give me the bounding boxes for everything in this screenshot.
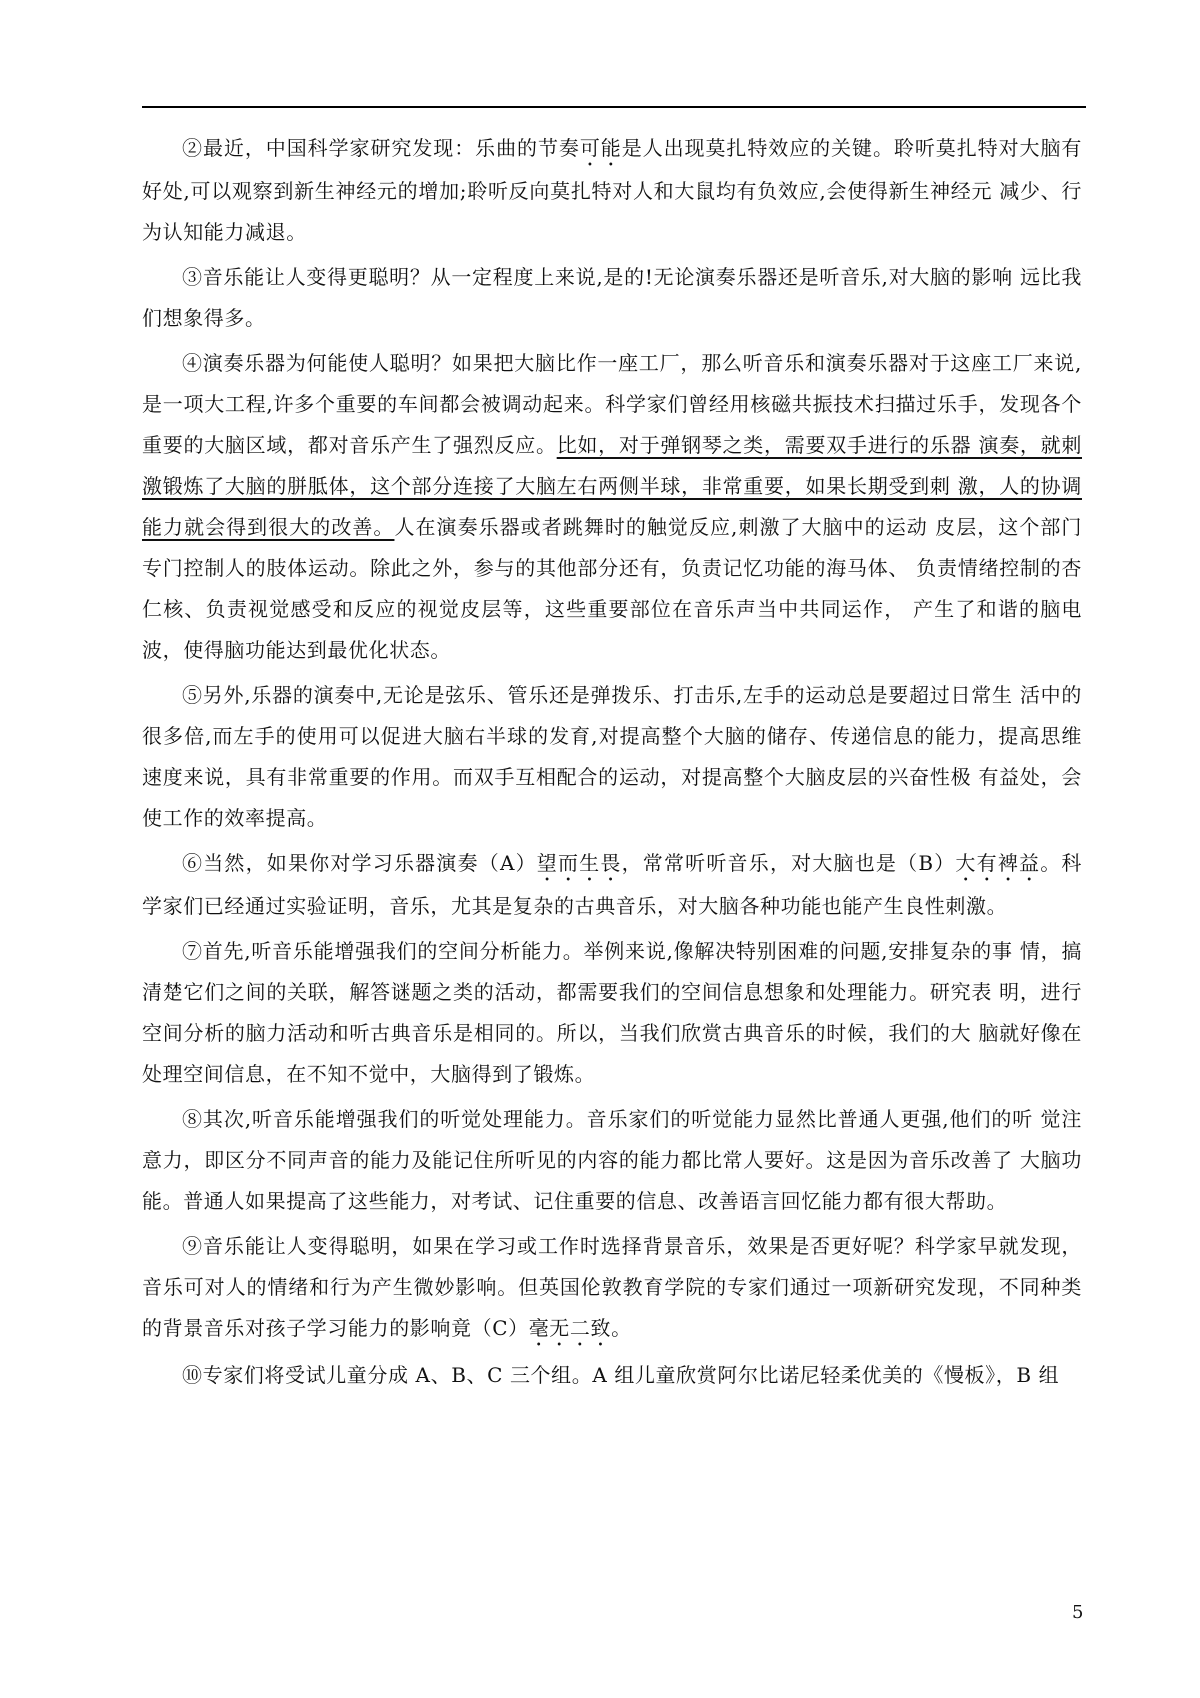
text-run: ⑥当然，如果你对学习乐器演奏（A） [182, 851, 537, 875]
text-run: ，常常听听音乐，对大脑也是（B） [621, 851, 956, 875]
text-run: ④演奏乐器为何能使人聪明？如果把大脑比作一座工厂，那么听音乐和演奏乐器对于这座工厂来说,是一项大工程,许多个重要的车间都会被调动起来。科学家们曾经用核磁共振技术扫描过乐手，发现各个重要的大脑区域，都对音乐产生了强烈反应。 [142, 351, 1082, 457]
paragraph [142, 257, 1082, 339]
emphasis-dotted-text: 望而生畏 [536, 851, 622, 875]
text-run: ⑨音乐能让人变得聪明，如果在学习或工作时选择背景音乐，效果是否更好呢？科学家早就发现，音乐可对人的情绪和行为产生微妙影响。但英国伦敦教育学院的专家们通过一项新研究发现，不同种类的背景音乐对孩子学习能力的影响竟（C） [142, 1234, 1082, 1340]
page-number: 5 [1072, 1602, 1084, 1623]
text-run: ③音乐能让人变得更聪明？从一定程度上来说,是的!无论演奏乐器还是听音乐,对大脑的影响 远比我们想象得多。 [142, 265, 1082, 330]
text-run: ②最近，中国科学家研究发现：乐曲的节奏 [182, 136, 580, 160]
paragraph [142, 843, 1089, 927]
paragraph [142, 1355, 1082, 1396]
text-run: 人在演奏乐器或者跳舞时的触觉反应,刺激了大脑中的运动 皮层，这个部门专门控制人的肢体运动。除此之外，参与的其他部分还有，负责记忆功能的海马体、 负责情绪控制的杏仁核、负责视觉感受和反应的视觉皮层等，这些重要部位在音乐声当中共同运作， 产生了和谐的脑电波，使得脑功能达到最优化状态。 [142, 515, 1082, 662]
emphasis-dotted-text: 可能 [579, 136, 622, 160]
emphasis-dotted-text: 大有裨益 [955, 851, 1041, 875]
paragraph [142, 1099, 1082, 1222]
text-run: ⑩专家们将受试儿童分成 A、B、C 三个组。A 组儿童欣赏阿尔比诺尼轻柔优美的《慢板》，B 组 [182, 1363, 1060, 1387]
text-run: 。 [611, 1316, 632, 1340]
paragraph [142, 343, 1082, 671]
text-run: 是人出现莫扎特效应的关键。聆听莫扎特对大脑有好处,可以观察到新生神经元的增加;聆听反向莫扎特对人和大鼠均有负效应,会使得新生神经元 减少、行为认知能力减退。 [142, 136, 1083, 244]
paragraph [142, 931, 1082, 1095]
header-rule [142, 106, 1086, 108]
underlined-text: 比如，对于弹钢琴之类，需要双手进行的乐器 演奏，就刺激锻炼了大脑的胼胝体，这个部分连接了大脑左右两侧半球，非常重要，如果长期受到刺 激，人的协调能力就会得到很大的改善。 [142, 433, 1082, 539]
text-run: ⑧其次,听音乐能增强我们的听觉处理能力。音乐家们的听觉能力显然比普通人更强,他们的听 觉注意力，即区分不同声音的能力及能记住所听见的内容的能力都比常人要好。这是因为音乐改善了 大脑功能。普通人如果提高了这些能力，对考试、记住重要的信息、改善语言回忆能力都有很大帮助。 [142, 1107, 1082, 1213]
text-run: 。科 学家们已经通过实验证明，音乐，尤其是复杂的古典音乐，对大脑各种功能也能产生良性刺激。 [142, 851, 1089, 918]
emphasis-dotted-text: 毫无二致 [528, 1316, 612, 1340]
document-body [142, 128, 1089, 1400]
text-run: ⑤另外,乐器的演奏中,无论是弦乐、管乐还是弹拨乐、打击乐,左手的运动总是要超过日常生 活中的很多倍,而左手的使用可以促进大脑右半球的发育,对提高整个大脑的储存、传递信息的能力，提高思维速度来说，具有非常重要的作用。而双手互相配合的运动，对提高整个大脑皮层的兴奋性极 有益处，会使工作的效率提高。 [142, 683, 1082, 830]
paragraph [142, 1226, 1082, 1351]
paragraph [142, 128, 1082, 253]
text-run: ⑦首先,听音乐能增强我们的空间分析能力。举例来说,像解决特别困难的问题,安排复杂的事 情，搞清楚它们之间的关联，解答谜题之类的活动，都需要我们的空间信息想象和处理能力。研究表 明，进行空间分析的脑力活动和听古典音乐是相同的。所以，当我们欣赏古典音乐的时候，我们的大 脑就好像在处理空间信息，在不知不觉中，大脑得到了锻炼。 [142, 939, 1082, 1086]
paragraph [142, 675, 1082, 839]
